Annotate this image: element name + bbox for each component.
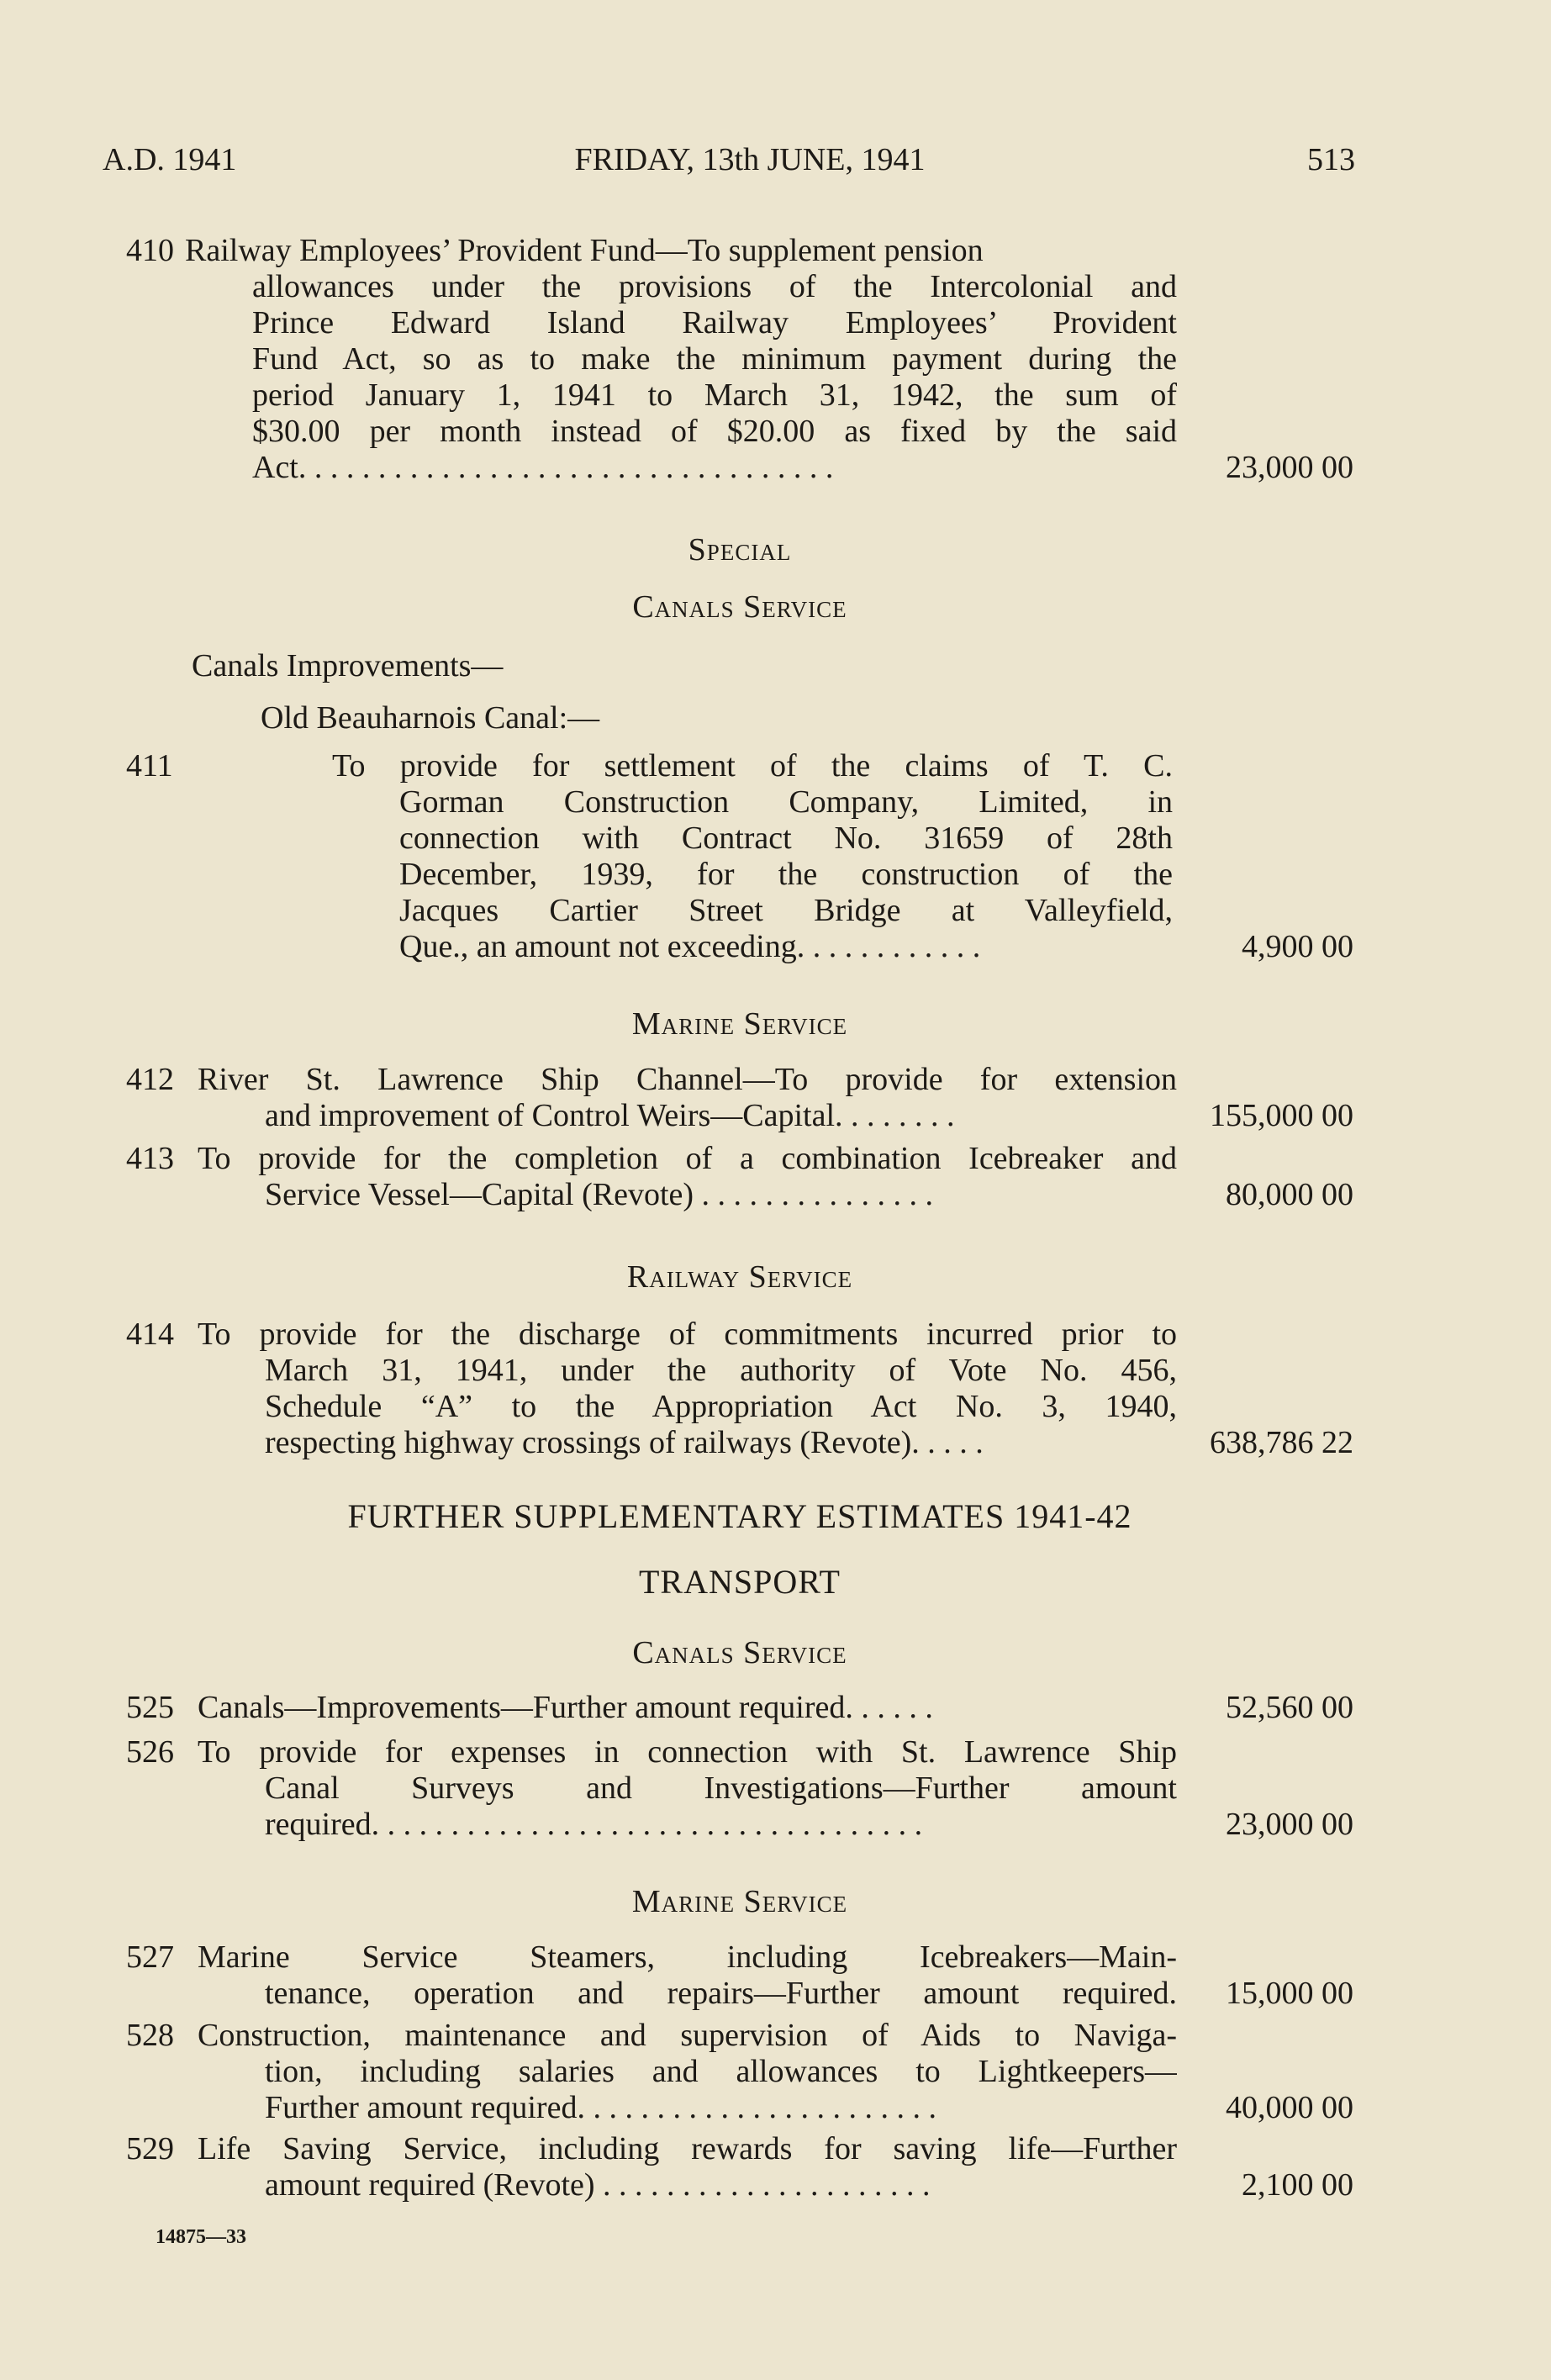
desc-line: Prince Edward Island Railway Employees’ Provident: [252, 305, 1177, 340]
heading-canals-service-2: Canals Service: [632, 1635, 847, 1670]
vote-number: 411: [126, 748, 173, 784]
vote-number: 413: [126, 1141, 174, 1176]
desc-line: Gorman Construction Company, Limited, in: [399, 784, 1173, 820]
desc-line: Railway Employees’ Provident Fund—To supplement pension: [185, 233, 984, 268]
heading-special: Special: [688, 532, 792, 567]
vote-number: 528: [126, 2018, 174, 2053]
desc-line: Que., an amount not exceeding. . . . . . . . . . . .: [399, 929, 981, 964]
vote-number: 414: [126, 1317, 174, 1352]
vote-amount: 52,560 00: [1226, 1690, 1353, 1725]
vote-amount: 15,000 00: [1226, 1976, 1353, 2011]
desc-line: Act. . . . . . . . . . . . . . . . . . . . . . . . . . . . . . . . . .: [252, 450, 834, 485]
vote-amount: 2,100 00: [1242, 2167, 1353, 2203]
header-date: FRIDAY, 13th JUNE, 1941: [574, 142, 926, 177]
desc-line: December, 1939, for the construction of the: [399, 857, 1173, 892]
vote-amount: 155,000 00: [1210, 1098, 1353, 1133]
desc-line: To provide for the completion of a combination Icebreaker and: [198, 1141, 1177, 1176]
vote-number: 412: [126, 1062, 174, 1097]
heading-canals-service: Canals Service: [632, 589, 847, 625]
desc-line: tion, including salaries and allowances to Lightkeepers—: [265, 2054, 1177, 2089]
vote-amount: 80,000 00: [1226, 1177, 1353, 1212]
page-header: [103, 141, 1355, 183]
desc-line: To provide for settlement of the claims of T. C.: [332, 748, 1173, 784]
vote-description: [198, 2018, 1177, 2126]
desc-line: $30.00 per month instead of $20.00 as fixed by the said: [252, 414, 1177, 449]
desc-line: Marine Service Steamers, including Icebreakers—Main-: [198, 1939, 1177, 1975]
vote-description: [198, 1062, 1177, 1134]
vote-description: [198, 1690, 1177, 1726]
vote-description: [198, 1734, 1177, 1843]
desc-line: allowances under the provisions of the Intercolonial and: [252, 269, 1177, 304]
vote-amount: 23,000 00: [1226, 450, 1353, 485]
label-old-beauharnois: Old Beauharnois Canal:—: [261, 700, 600, 736]
vote-number: 526: [126, 1734, 174, 1770]
desc-line: Jacques Cartier Street Bridge at Valleyfield,: [399, 893, 1173, 928]
desc-line: Construction, maintenance and supervision of Aids to Naviga-: [198, 2018, 1177, 2053]
printer-footnote: 14875—33: [156, 2226, 246, 2248]
desc-line: Further amount required. . . . . . . . . . . . . . . . . . . . . . .: [265, 2090, 936, 2125]
desc-line: March 31, 1941, under the authority of Vote No. 456,: [265, 1353, 1177, 1388]
desc-line: Fund Act, so as to make the minimum payment during the: [252, 341, 1177, 377]
vote-number: 529: [126, 2131, 174, 2166]
heading-marine-service: Marine Service: [631, 1006, 848, 1042]
heading-marine-service-2: Marine Service: [631, 1884, 848, 1919]
desc-line: Life Saving Service, including rewards for saving life—Further: [198, 2131, 1177, 2166]
vote-description: [198, 1317, 1177, 1461]
vote-number: 525: [126, 1690, 174, 1725]
heading-railway-service: Railway Service: [626, 1259, 853, 1295]
desc-line: respecting highway crossings of railways (Revote). . . . .: [265, 1425, 984, 1460]
desc-line: connection with Contract No. 31659 of 28th: [399, 821, 1173, 856]
desc-line: period January 1, 1941 to March 31, 1942, the sum of: [252, 377, 1177, 413]
desc-line: and improvement of Control Weirs—Capital. . . . . . . .: [265, 1098, 955, 1133]
desc-line: tenance, operation and repairs—Further amount required.: [265, 1976, 1177, 2011]
desc-line: To provide for expenses in connection with St. Lawrence Ship: [198, 1734, 1177, 1770]
desc-line: River St. Lawrence Ship Channel—To provide for extension: [198, 1062, 1177, 1097]
desc-line: required. . . . . . . . . . . . . . . . . . . . . . . . . . . . . . . . . . .: [265, 1807, 923, 1842]
header-year: A.D. 1941: [103, 142, 237, 177]
vote-amount: 4,900 00: [1242, 929, 1353, 964]
vote-amount: 23,000 00: [1226, 1807, 1353, 1842]
vote-amount: 638,786 22: [1210, 1425, 1353, 1460]
vote-description: [198, 1141, 1177, 1213]
vote-number: 527: [126, 1939, 174, 1975]
label-canals-improvements: Canals Improvements—: [192, 648, 504, 683]
heading-further-supplementary: FURTHER SUPPLEMENTARY ESTIMATES 1941-42: [347, 1497, 1132, 1535]
desc-line: amount required (Revote) . . . . . . . . . . . . . . . . . . . . .: [265, 2167, 931, 2203]
vote-description: [185, 233, 1177, 486]
page-number: 513: [1307, 142, 1355, 177]
vote-number: 410: [126, 233, 174, 268]
desc-line: Canal Surveys and Investigations—Further amount: [265, 1770, 1177, 1806]
vote-description: [198, 2131, 1177, 2203]
vote-description: [198, 1939, 1177, 2012]
desc-line: Schedule “A” to the Appropriation Act No. 3, 1940,: [265, 1389, 1177, 1424]
heading-transport: TRANSPORT: [639, 1563, 841, 1601]
desc-line: Service Vessel—Capital (Revote) . . . . . . . . . . . . . . .: [265, 1177, 934, 1212]
vote-amount: 40,000 00: [1226, 2090, 1353, 2125]
desc-line: Canals—Improvements—Further amount required. . . . . .: [198, 1690, 933, 1725]
desc-line: To provide for the discharge of commitments incurred prior to: [198, 1317, 1177, 1352]
vote-description: [332, 748, 1173, 965]
